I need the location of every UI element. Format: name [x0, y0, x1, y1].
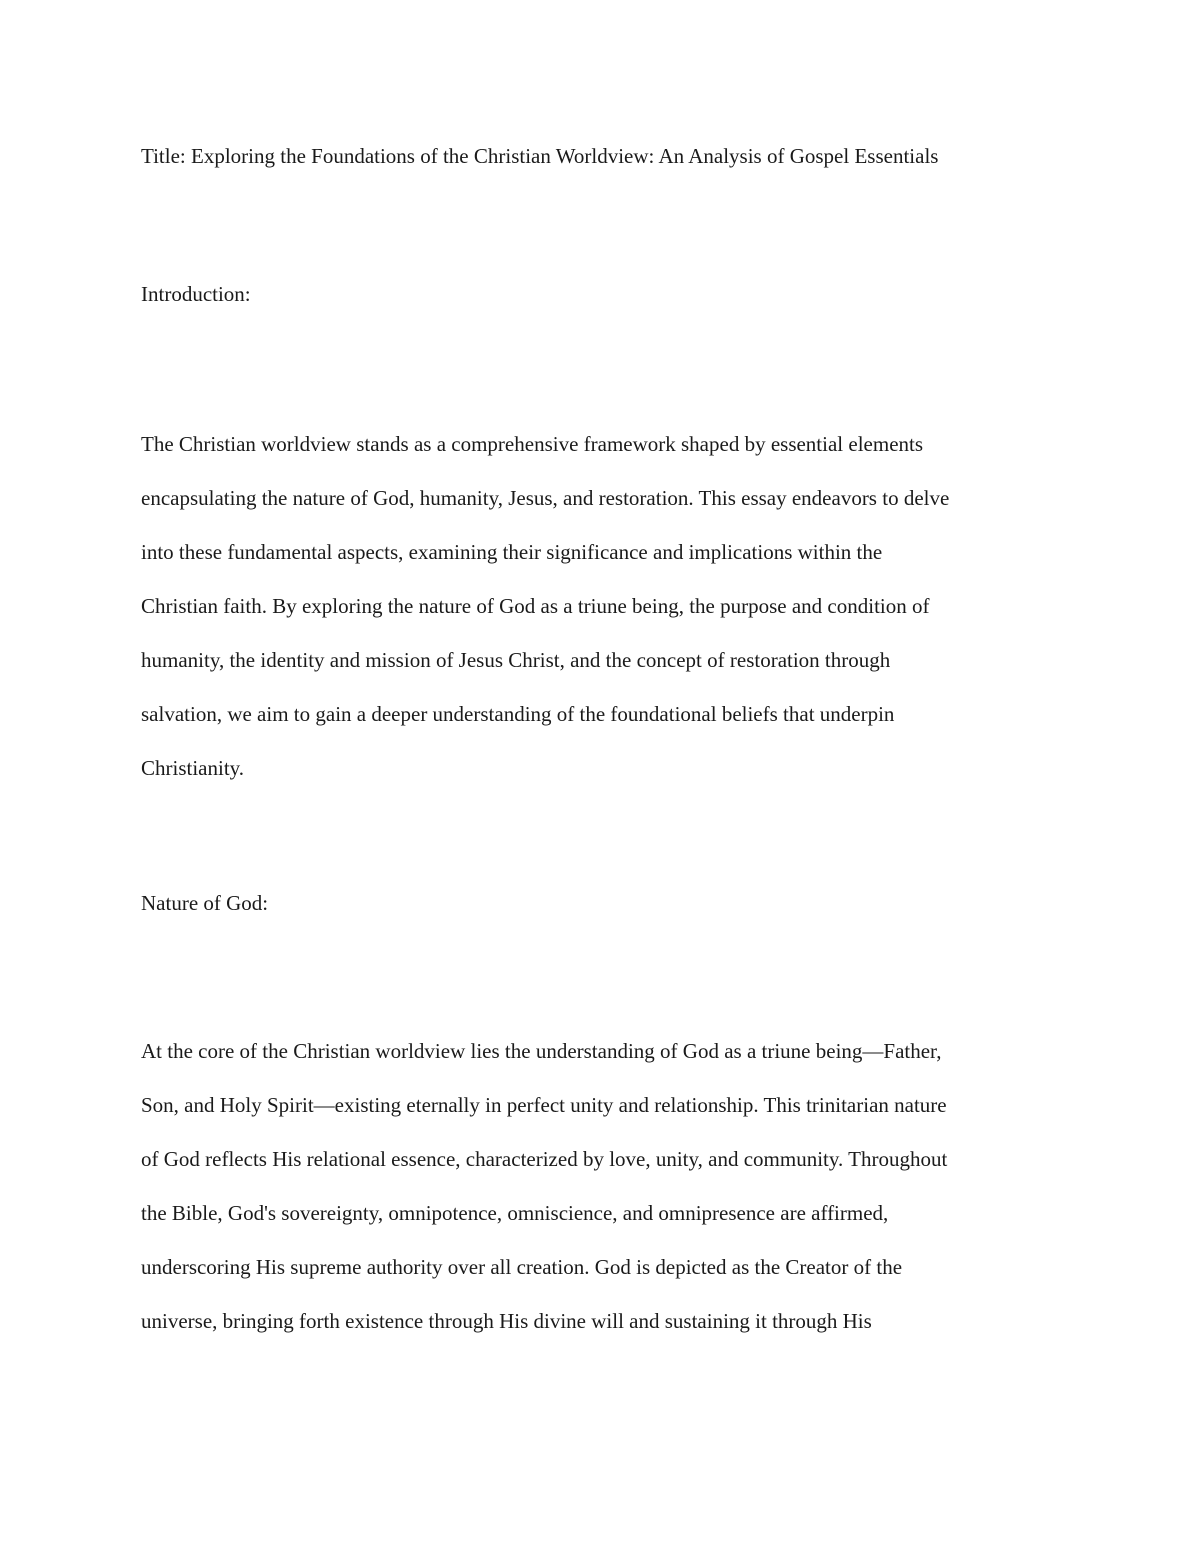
paragraph-line: Christian faith. By exploring the nature of God as a triune being, the purpose and condition of: [141, 594, 930, 618]
paragraph-line: The Christian worldview stands as a comprehensive framework shaped by essential elements: [141, 432, 924, 456]
paragraph-line: humanity, the identity and mission of Jesus Christ, and the concept of restoration through: [141, 648, 891, 672]
paragraph-line: into these fundamental aspects, examining their significance and implications within the: [141, 540, 883, 564]
paragraph-line: Son, and Holy Spirit—existing eternally in perfect unity and relationship. This trinitarian nature: [141, 1093, 947, 1117]
introduction-paragraph: [141, 417, 1061, 795]
document-title: Title: Exploring the Foundations of the Christian Worldview: An Analysis of Gospel Essentials: [141, 144, 939, 168]
paragraph-line: encapsulating the nature of God, humanity, Jesus, and restoration. This essay endeavors to delve: [141, 486, 950, 510]
paragraph-line: universe, bringing forth existence through His divine will and sustaining it through His: [141, 1309, 872, 1333]
section-heading-nature-of-god: Nature of God:: [141, 891, 269, 915]
paragraph-line: the Bible, God's sovereignty, omnipotence, omniscience, and omnipresence are affirmed,: [141, 1201, 889, 1225]
paragraph-line: salvation, we aim to gain a deeper understanding of the foundational beliefs that underpin: [141, 702, 895, 726]
paragraph-line: underscoring His supreme authority over all creation. God is depicted as the Creator of the: [141, 1255, 903, 1279]
paragraph-line: of God reflects His relational essence, characterized by love, unity, and community. Throughout: [141, 1147, 948, 1171]
document-body: [141, 138, 1061, 1348]
nature-of-god-paragraph: [141, 1024, 1061, 1348]
paragraph-line: At the core of the Christian worldview lies the understanding of God as a triune being—Father,: [141, 1039, 942, 1063]
paragraph-line: Christianity.: [141, 756, 245, 780]
section-heading-introduction: Introduction:: [141, 282, 251, 306]
